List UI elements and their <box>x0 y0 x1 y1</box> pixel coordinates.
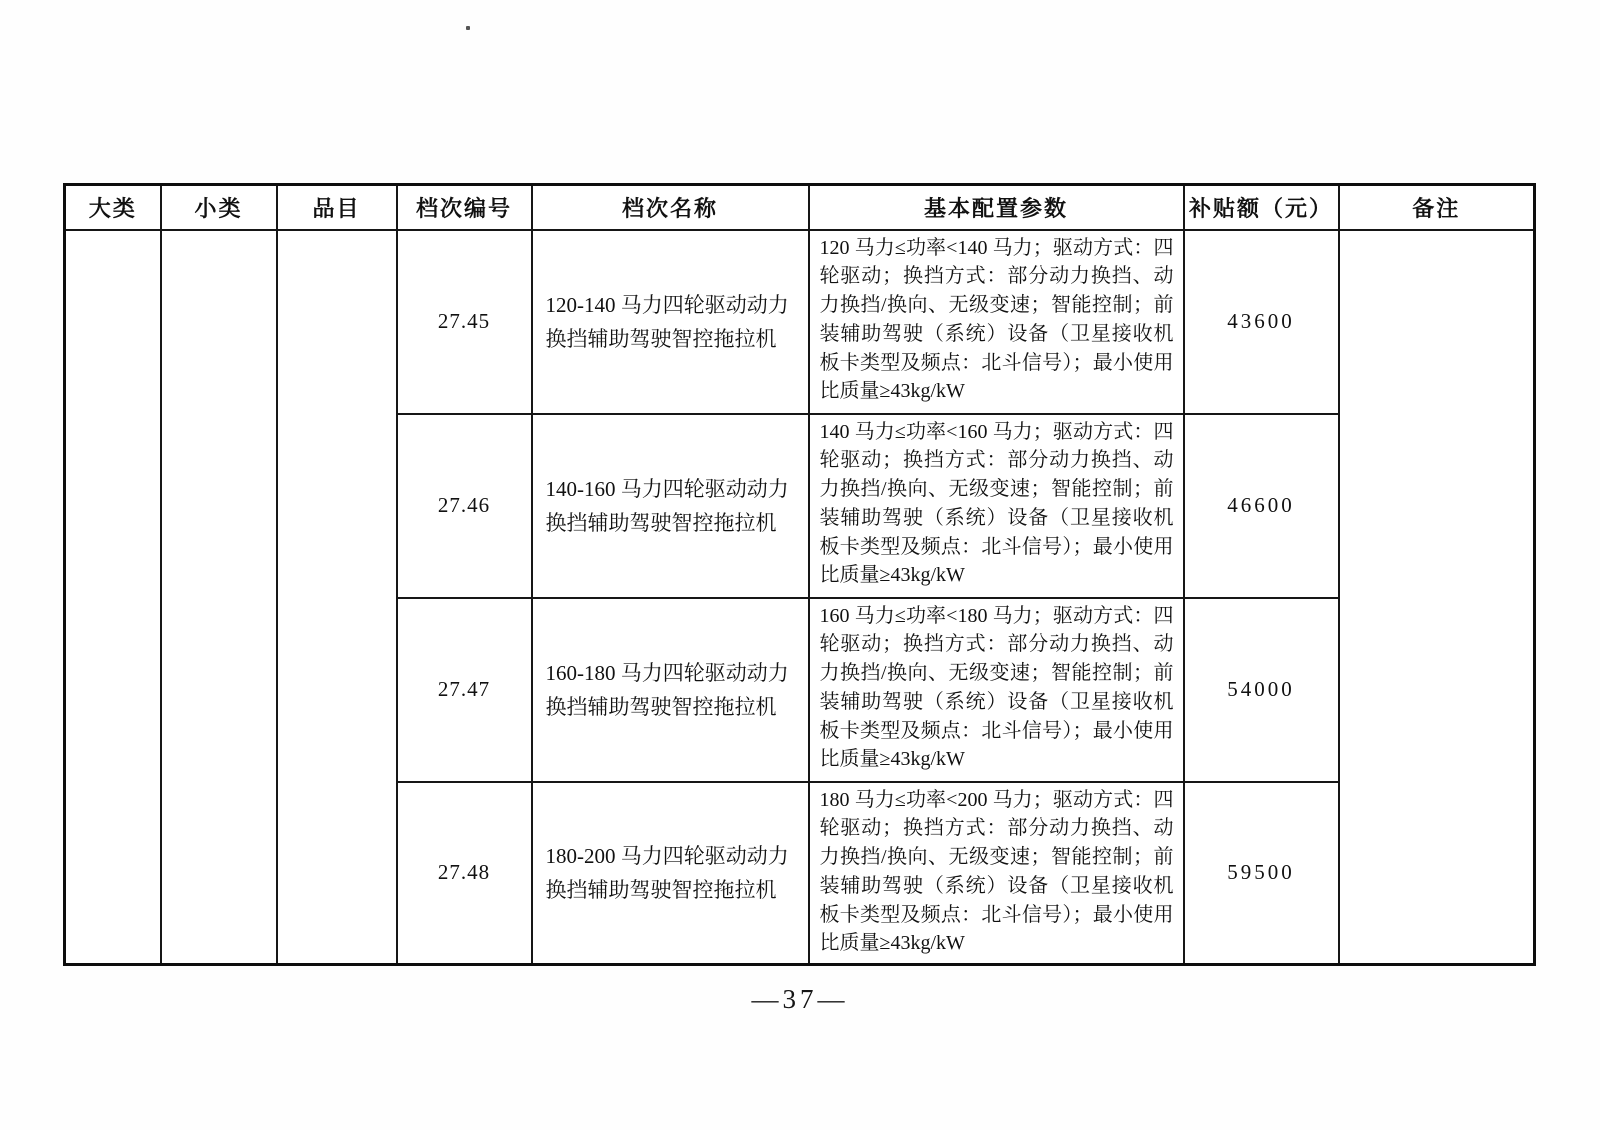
cell-grade-name: 120-140 马力四轮驱动动力换挡辅助驾驶智控拖拉机 <box>532 230 809 414</box>
cell-config-params: 160 马力≤功率<180 马力；驱动方式：四轮驱动；换挡方式：部分动力换挡、动力换挡/换向、无级变速；智能控制；前装辅助驾驶（系统）设备（卫星接收机板卡类型及频点：北斗信号）；最小使用比质量≥43kg/kW <box>809 598 1184 782</box>
cell-remarks <box>1339 230 1535 965</box>
header-item: 品目 <box>277 185 397 230</box>
cell-grade-code: 27.48 <box>397 782 532 965</box>
page-number: —37— <box>751 984 849 1014</box>
cell-item <box>277 230 397 965</box>
header-grade-code: 档次编号 <box>397 185 532 230</box>
cell-minor-category <box>161 230 277 965</box>
cell-grade-name: 140-160 马力四轮驱动动力换挡辅助驾驶智控拖拉机 <box>532 414 809 598</box>
header-remarks: 备注 <box>1339 185 1535 230</box>
cell-subsidy-amount: 46600 <box>1184 414 1339 598</box>
subsidy-table <box>63 183 1536 966</box>
header-config-params: 基本配置参数 <box>809 185 1184 230</box>
cell-config-params: 180 马力≤功率<200 马力；驱动方式：四轮驱动；换挡方式：部分动力换挡、动力换挡/换向、无级变速；智能控制；前装辅助驾驶（系统）设备（卫星接收机板卡类型及频点：北斗信号）；最小使用比质量≥43kg/kW <box>809 782 1184 965</box>
cell-grade-name: 160-180 马力四轮驱动动力换挡辅助驾驶智控拖拉机 <box>532 598 809 782</box>
cell-subsidy-amount: 59500 <box>1184 782 1339 965</box>
header-subsidy-amount: 补贴额（元） <box>1184 185 1339 230</box>
header-minor-category: 小类 <box>161 185 277 230</box>
cell-major-category <box>65 230 161 965</box>
header-grade-name: 档次名称 <box>532 185 809 230</box>
table-row <box>65 230 1535 414</box>
header-major-category: 大类 <box>65 185 161 230</box>
cell-config-params: 120 马力≤功率<140 马力；驱动方式：四轮驱动；换挡方式：部分动力换挡、动力换挡/换向、无级变速；智能控制；前装辅助驾驶（系统）设备（卫星接收机板卡类型及频点：北斗信号）；最小使用比质量≥43kg/kW <box>809 230 1184 414</box>
scan-noise-speck <box>466 26 470 30</box>
cell-subsidy-amount: 54000 <box>1184 598 1339 782</box>
table-header-row <box>65 185 1535 230</box>
cell-grade-code: 27.46 <box>397 414 532 598</box>
cell-grade-code: 27.45 <box>397 230 532 414</box>
cell-grade-name: 180-200 马力四轮驱动动力换挡辅助驾驶智控拖拉机 <box>532 782 809 965</box>
cell-grade-code: 27.47 <box>397 598 532 782</box>
cell-config-params: 140 马力≤功率<160 马力；驱动方式：四轮驱动；换挡方式：部分动力换挡、动力换挡/换向、无级变速；智能控制；前装辅助驾驶（系统）设备（卫星接收机板卡类型及频点：北斗信号）；最小使用比质量≥43kg/kW <box>809 414 1184 598</box>
cell-subsidy-amount: 43600 <box>1184 230 1339 414</box>
